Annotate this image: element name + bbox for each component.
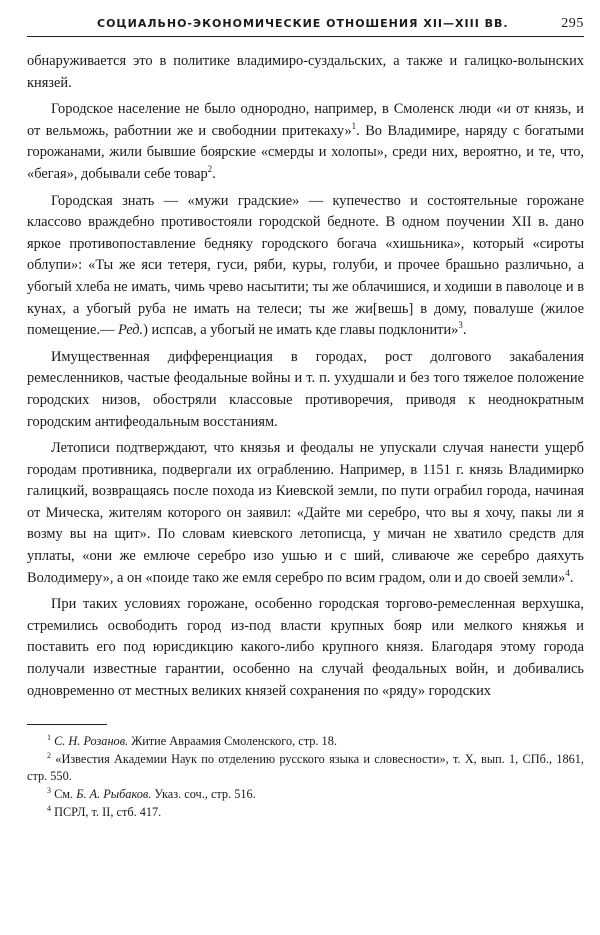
text-run: Летописи подтверждают, что князья и феодалы не упускали случая нанести ущерб городам противника, подвергали их ограблению. Например, в 1151 г. князь Владимирко галицкий, возвращаясь после похода из Киевской земли, по пути ограбил города, начиная от Мическа, жителям которого он заявил: «Дайте ми серебро, что вы я хочу, пакы ли я возму вы на щит». По словам киевского летописца, у мичан не хватило средств для уплаты, «они же емлюче серебро изо ушью и с ший, сливаюче же серебро даяхуть Володимеру», а он «поиде тако же емля серебро по всим градом, оли и до своей земли» (27, 440, 584, 586)
footnote (27, 751, 584, 786)
footnote-marker: 1 (47, 733, 51, 743)
text-run: ) испсав, а убогый не имать кде главы подклонити» (143, 322, 459, 339)
footnote (27, 786, 584, 804)
body-text (27, 51, 584, 702)
text-run: См. (51, 787, 77, 801)
paragraph (27, 51, 584, 94)
page-number: 295 (561, 16, 584, 31)
text-run: Имущественная дифференциация в городах, рост долгового закабаления ремесленников, частые феодальные войны и т. п. ухудшали и без того тяжелое положение городских низов, обостряли классовые противоречия, приводя к неоднократным городским антифеодальным восстаниям. (27, 348, 584, 430)
text-run: ПСРЛ, т. II, стб. 417. (51, 804, 162, 819)
italic-text: Б. А. Рыбаков. (76, 787, 152, 801)
footnote-marker: 3 (458, 320, 463, 331)
footnote-marker: 2 (47, 750, 51, 760)
italic-text: С. Н. Розанов. (54, 734, 129, 749)
footnote-marker: 1 (351, 120, 357, 131)
running-header (27, 14, 584, 37)
paragraph (27, 438, 584, 589)
footnote-marker: 4 (47, 803, 51, 813)
text-run: . (212, 165, 216, 182)
running-header-title: СОЦИАЛЬНО-ЭКОНОМИЧЕСКИЕ ОТНОШЕНИЯ XII—XIII ВВ. (97, 17, 509, 30)
footnotes (27, 733, 584, 821)
footnote-divider (27, 724, 107, 725)
text-run: Житие Авраамия Смоленского, стр. 18. (128, 734, 337, 749)
paragraph (27, 191, 584, 342)
footnote (27, 733, 584, 751)
book-page (27, 14, 584, 821)
italic-text: Ред. (117, 322, 144, 339)
footnote (27, 804, 584, 822)
text-run: Городская знать — «мужи градские» — купечество и состоятельные горожане классово враждебно противостояли городской бедноте. В одном поучении XII в. дано яркое противопоставление бедняку городского богача «хишьника», который «сироты облупи»: «Ты же яси тетеря, гуси, ряби, куры, голуби, и прочее брашьно различьно, а убогый хлеба не имать, чимь чрево насытити; ты же облачишися, и ходиши в паволоце и в кунах, а убогый руба не имать на телеси; ты же жи[вешь] в дому, повалуше (жилое помещение.— (27, 192, 584, 339)
paragraph (27, 99, 584, 185)
footnote-marker: 3 (47, 785, 51, 795)
paragraph (27, 347, 584, 433)
text-run: Указ. соч., стр. 516. (151, 787, 256, 801)
text-run: «Известия Академии Наук по отделению русского языка и словесности», т. X, вып. 1, СПб., 1861, стр. 550. (27, 751, 584, 784)
footnote-marker: 2 (207, 164, 213, 175)
text-run: Городское население не было однородно, например, в Смоленск люди «и от князь, и от вельможь, работнии же и свободнии притекаху» (27, 101, 584, 139)
footnote-marker: 4 (565, 567, 570, 578)
text-run: обнаруживается это в политике владимиро-суздальских, а также и галицко-волынских князей. (27, 53, 584, 91)
text-run: . Во Владимире, наряду с богатыми горожанами, жили бывшие боярские «смерды и холопы», среди них, вероятно, и те, что, «бегая», добывали себе товар (27, 122, 584, 182)
text-run: . (462, 322, 467, 339)
text-run: При таких условиях горожане, особенно городская торгово-ремесленная верхушка, стремились освободить город из-под власти крупных бояр или мелкого княжья и поставить его под юрисдикцию какого-либо крупного князя. Благодаря этому города получали известные гарантии, особенно на случай феодальных войн, и добивались одновременно от местных великих князей сохранения по «ряду» городских (27, 596, 584, 699)
paragraph (27, 594, 584, 702)
text-run: . (569, 569, 574, 586)
